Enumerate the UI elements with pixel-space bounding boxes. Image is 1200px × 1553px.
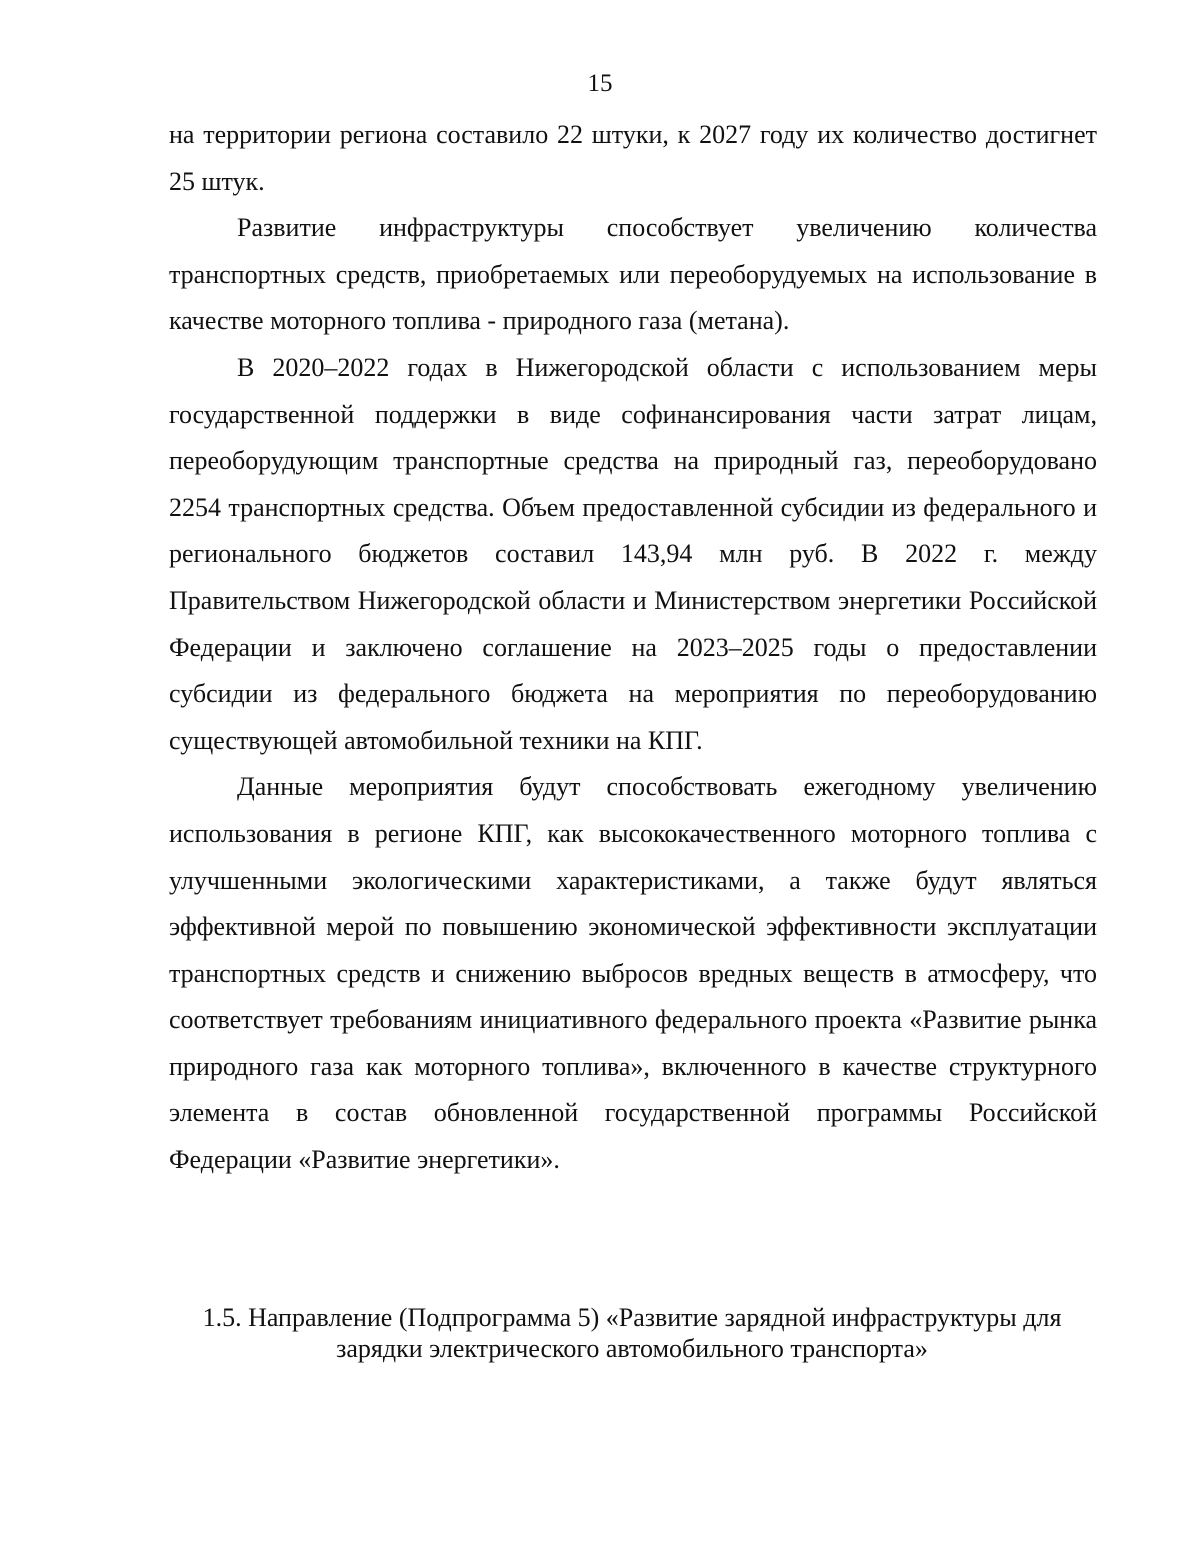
- paragraph-state-support: В 2020–2022 годах в Нижегородской области с использованием меры государственной поддержки в виде софинансирования части затрат лицам, переоборудующим транспортные средства на природный газ, переоборудовано 2254 транспортных средства. Объем предоставленной субсидии из федерального и регионального бюджетов составил 143,94 млн руб. В 2022 г. между Правительством Нижегородской области и Министерством энергетики Российской Федерации и заключено соглашение на 2023–2025 годы о предоставлении субсидии из федерального бюджета на мероприятия по переоборудованию существующей автомобильной техники на КПГ.: [169, 352, 1097, 755]
- paragraph-continuation: на территории региона составило 22 штуки, к 2027 году их количество достигнет 25 штук.: [169, 120, 1097, 196]
- body-text: [169, 112, 1097, 1184]
- page-number: 15: [587, 70, 613, 97]
- paragraph-measures: Данные мероприятия будут способствовать ежегодному увеличению использования в регионе КПГ, как высококачественного моторного топлива с улучшенными экологическими характеристиками, а также будут являться эффективной мерой по повышению экономической эффективности эксплуатации транспортных средств и снижению выбросов вредных веществ в атмосферу, что соответствует требованиям инициативного федерального проекта «Развитие рынка природного газа как моторного топлива», включенного в качестве структурного элемента в состав обновленной государственной программы Российской Федерации «Развитие энергетики».: [169, 772, 1097, 1175]
- section-heading: [160, 1302, 1104, 1364]
- section-heading-line-2: зарядки электрического автомобильного транспорта»: [336, 1334, 928, 1363]
- paragraph-infrastructure: Развитие инфраструктуры способствует увеличению количества транспортных средств, приобретаемых или переоборудуемых на использование в качестве моторного топлива - природного газа (метана).: [169, 213, 1097, 336]
- section-heading-line-1: 1.5. Направление (Подпрограмма 5) «Развитие зарядной инфраструктуры для: [202, 1303, 1062, 1332]
